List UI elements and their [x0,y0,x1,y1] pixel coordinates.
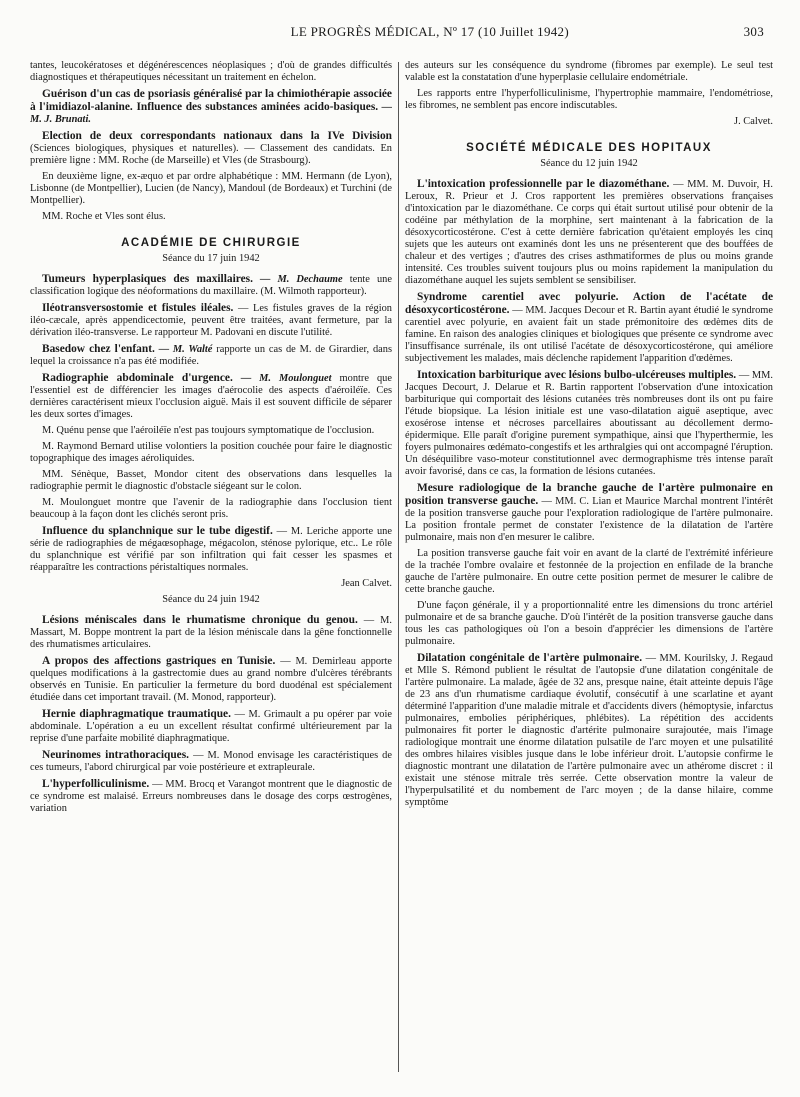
page-number: 303 [743,24,764,39]
article-guerison-psoriasis [30,88,392,126]
article-title: Radiographie abdominale d'urgence. [42,372,233,384]
article-mesure-radiologique [405,482,773,544]
paragraph: En deuxième ligne, ex-æquo et par ordre alphabétique : MM. Hermann (de Lyon), Lisbonne (de Montpellier), Lucien (de Nancy), Mandoul (de Bordeaux) et Turchini (de Montpellier). [30,171,392,206]
paragraph: tantes, leucokératoses et dégénérescences néoplasiques ; d'où de grandes difficultés diagnostiques et thérapeutiques nécessitant un traitement en échelon. [30,60,392,83]
article-author: — M. Moulonguet [240,373,332,384]
article-title: Lésions méniscales dans le rhumatisme chronique du genou. [42,614,358,626]
article-text: — MM. Kourilsky, J. Regaud et Mlle S. Rémond publient le résultat de l'autopsie d'une dilatation congénitale de l'artère pulmonaire. La malade, âgée de 32 ans, presque naine, était atteinte depuis l'âge de 23 ans d'un rhumatisme cardiaque évolutif, consécutif à une scarlatine et ayant déterminé l'apparition d'une maladie mitrale et d'accidents divers (hémoptysie, infarctus pulmonaires, embolies périphériques, phlébites). La répétition des accidents pulmonaires fit porter le diagnostic d'artérite pulmonaire surajoutée, mais l'image radiologique montrait une énorme dilatation pulsatile de l'arc moyen et une pulsatilité des ombres hilaires visibles jusque dans le lobe inférieur droit. L'autopsie confirme le diagnostic montrant une dilatation de l'artère pulmonaire avec un athérome discret : il existait une sténose mitrale très serrée. Cette observation montre la valeur de l'hyperpulsatilité et du nombement de l'arc moyen ; de la danse hilaire, comme symptôme [405,653,773,808]
article-intoxication-barbiturique [405,369,773,478]
article-neurinomes [30,749,392,774]
article-text: tente une classification logique des néoformations du maxillaire. (M. Wilmoth rapporteur). [30,274,392,297]
article-text: — M. Massart, M. Boppe montrent la part de la lésion méniscale dans la gêne fonctionnelle des rhumatismes articulaires. [30,615,392,650]
article-election-correspondants [30,130,392,167]
article-text: — MM. Brocq et Varangot montrent que le diagnostic de ce syndrome est malaisé. Erreurs nombreuses dans le dosage des corps œstrogènes, variation [30,779,392,814]
signature: J. Calvet. [734,116,773,127]
article-lesions-meniscales [30,614,392,651]
article-title: Guérison d'un cas de psoriasis généralisé par la chimiothérapie associée à l'imidiazol-alanine. Influence des substances aminées acido-basiques. [30,88,392,113]
article-text: — MM. C. Lian et Maurice Marchal montrent l'intérêt de la position transverse gauche pour l'exploration radiologique de l'artère pulmonaire. La position frontale permet de constater l'existence de la dilatation de l'artère pulmonaire, mais non d'en mesurer le calibre. [405,496,773,543]
article-title: L'hyperfolliculinisme. [42,778,150,790]
article-text: — MM. M. Duvoir, H. Leroux, R. Prieur et J. Cros rapportent les premières observations françaises d'intoxication par le diazométhane. Ce corps qui était surtout utilisé pour obtenir de la codéine par méthylation de la morphine, sert maintenant à la fabrication de la désoxycorticostérone. C'est à cette dernière fabrication qu'étaient employés les cinq sujets que les auteurs ont examinés dont les uns ne présenterent que des bouffées de chaleur et des vertiges ; d'autres des crises asthmatiformes de plus ou moins grande intensité. Ces troubles suivent toujours plus ou moins rapidement la manipulation du diazométhane auquel les sujets semblent se sensibiliser. [405,179,773,286]
article-title: Influence du splanchnique sur le tube digestif. [42,525,273,537]
article-hyperfolliculinisme [30,778,392,815]
article-title: Neurinomes intrathoraciques. [42,749,189,761]
article-title: Dilatation congénitale de l'artère pulmonaire. [417,652,643,664]
journal-title: LE PROGRÈS MÉDICAL, Nº 17 (10 Juillet 1942) [290,24,569,39]
article-title: Syndrome carentiel avec polyurie. Action de l'acétate de désoxycorticostérone. [405,291,773,316]
article-title: Mesure radiologique de la branche gauche de l'artère pulmonaire en position transverse gauche. [405,482,773,507]
paragraph: MM. Sénèque, Basset, Mondor citent des observations dans lesquelles la radiographie permit le diagnostic d'obstacle siégeant sur le colon. [30,469,392,492]
article-text: — MM. Jacques Decour et R. Bartin ayant étudié le syndrome carentiel avec polyurie, en avaient fait un stade prémonitoire des œdèmes dits de famine. En raison des analogies cliniques et biologiques que présente ce syndrome avec l'insuffisance surrénale, ils ont utilisé l'acétate de désoxycorticostérone, qui améliore subjectivement les malades, mais déclenche rapidement l'apparition d'œdèmes. [405,305,773,364]
section-heading-societe-medicale: SOCIÉTÉ MÉDICALE DES HOPITAUX [466,142,712,154]
article-text: — M. Monod envisage les caractéristiques de ces tumeurs, l'abord chirurgical par voie postérieure et extrapleurale. [30,750,392,773]
article-text: montre que l'essentiel est de différencier les images d'aérocolie des aspects d'aéroiléïe. Ces dernières caractérisent mieux l'occlusion aiguë. Mais il est souvent difficile de séparer les deux sortes d'images. [30,373,392,420]
article-hernie-diaphragmatique [30,708,392,745]
article-title: L'intoxication professionnelle par le diazométhane. [417,178,670,190]
article-author: — M. Dechaume [260,274,343,285]
article-text: — Les fistules graves de la région iléo-cæcale, après appendicectomie, peuvent être traitées, avant fermeture, par la dérivation iléo-transverse. Le rapporteur M. Padovani en discute l'utilité. [30,303,392,338]
article-title: Basedow chez l'enfant. [42,343,155,355]
signature: Jean Calvet. [341,578,392,589]
paragraph: MM. Roche et Vles sont élus. [42,211,166,222]
article-title: Intoxication barbiturique avec lésions bulbo-ulcéreuses multiples. [417,369,737,381]
article-text: — M. Leriche apporte une série de radiographies de mégaœsophage, mégacolon, sténose pylorique, etc.. Le rôle du splanchnique est vérifié par son infiltration qui fait cesser les spasmes et réapparaître les contractions péristaltiques normales. [30,526,392,573]
section-heading-academie-chirurgie: ACADÉMIE DE CHIRURGIE [121,237,301,249]
article-author: — M. J. Brunati. [30,102,392,125]
article-affections-gastriques [30,655,392,704]
article-title: Iléotransversostomie et fistules iléales. [42,302,234,314]
article-author: — M. Walté [158,344,213,355]
paragraph: M. Moulonguet montre que l'avenir de la radiographie dans l'occlusion tient beaucoup à la façon dont les clichés seront pris. [30,497,392,520]
column-divider [398,62,399,1072]
article-ileotransversostomie [30,302,392,339]
paragraph: des auteurs sur les conséquence du syndrome (fibromes par exemple). Le seul test valable est la constatation d'une hyperplasie cellulaire endométriale. [405,60,773,83]
article-text: — M. Demirleau apporte quelques modifications à la gastrectomie dues au grand nombre d'ulcères térébrants observés en Tunisie. En particulier la fermeture du bord duodénal est spécialement étudiée dans cet important travail. (M. Monod, rapporteur). [30,656,392,703]
article-text: rapporte un cas de M. de Girardier, dans lequel la croissance n'a pas été modifiée. [30,344,392,367]
seance-date: Séance du 17 juin 1942 [162,253,260,264]
paragraph: M. Raymond Bernard utilise volontiers la position couchée pour faire le diagnostic topographique des images aéroliquides. [30,441,392,464]
article-title: Hernie diaphragmatique traumatique. [42,708,231,720]
right-column [405,60,773,1080]
article-text: — MM. Jacques Decourt, J. Delarue et R. Bartin rapportent l'observation d'une intoxication barbiturique qui comportait des lésions cutanées très nombreuses dont ils ont pu faire l'étude biopsique. La lésion initiale est une vaso-dilatation aiguë aseptique, avec exosérose intense et nécroses parcellaires aboutissant au décollement dermo-épidermique. Elle paraît d'origine purement sympathique, ainsi que l'hyperthermie, les foyers pulmonaires œdémato-congestifs et les arthralgies qui ont accompagné l'éruption. Un déséquilibre vaso-moteur constitutionnel avec dermographisme très intense paraît avoir favorisé, dans ce cas, la formation de lésions cutanées. [405,370,773,477]
article-text: — M. Grimault a pu opérer par voie abdominale. L'opération a eu un excellent résultat confirmé ultérieurement par la reprise d'une parfaite mobilité diaphragmatique. [30,709,392,744]
article-title: Tumeurs hyperplasiques des maxillaires. [42,273,253,285]
article-title: A propos des affections gastriques en Tunisie. [42,655,276,667]
article-splanchnique [30,525,392,574]
paragraph: Les rapports entre l'hyperfolliculinisme, l'hypertrophie mammaire, l'endométriose, les fibromes, ne semblent pas encore indiscutables. [405,88,773,111]
paragraph: M. Quénu pense que l'aéroiléïe n'est pas toujours symptomatique de l'occlusion. [42,425,375,436]
running-header [56,24,764,46]
seance-date: Séance du 12 juin 1942 [540,158,638,169]
seance-date: Séance du 24 juin 1942 [162,594,260,605]
article-syndrome-carentiel [405,291,773,365]
article-title: Election de deux correspondants nationaux dans la IVe Division [42,130,392,142]
left-column [30,60,392,1080]
article-text: (Sciences biologiques, physiques et naturelles). — Classement des candidats. En première ligne : MM. Roche (de Marseille) et Vles (de Strasbourg). [30,143,392,166]
article-tumeurs-maxillaires [30,273,392,298]
article-dilatation-congenitale [405,652,773,809]
paragraph: La position transverse gauche fait voir en avant de la clarté de l'extrémité inférieure de la trachée l'ombre ovalaire et festonnée de la projection en enfilade de la branche gauche de l'artère pulmonaire. En outre cette position permet de mesurer le calibre de cette branche gauche. [405,548,773,595]
paragraph: D'une façon générale, il y a proportionnalité entre les dimensions du tronc artériel pulmonaire et de sa branche gauche. D'où l'intérêt de la position transverse gauche dans tous les cas pathologiques où l'on a besoin d'apprécier les dimensions de l'artère pulmonaire. [405,600,773,647]
article-intoxication-diazomethane [405,178,773,287]
article-basedow [30,343,392,368]
article-radiographie-abdominale [30,372,392,421]
